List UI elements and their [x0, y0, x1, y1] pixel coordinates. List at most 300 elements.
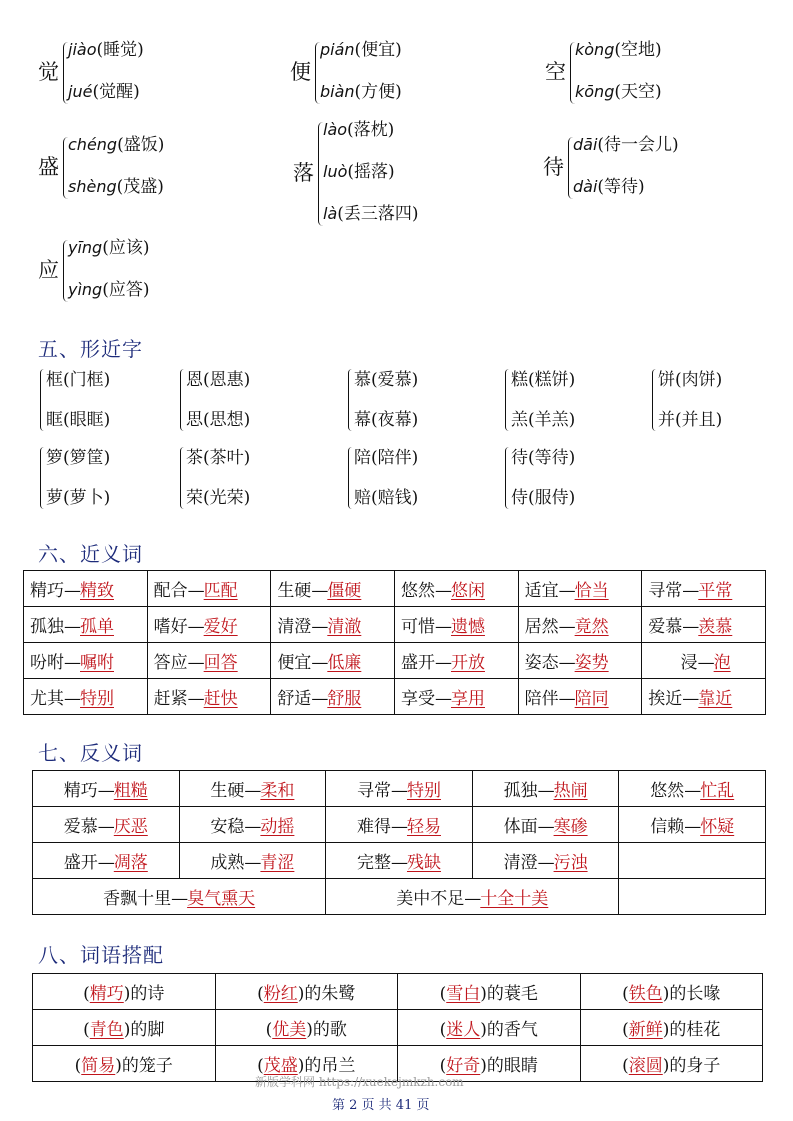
polyphone-reading: [68, 84, 140, 101]
close-paren: ): [297, 1056, 305, 1076]
word-pair-cell: [271, 571, 395, 607]
pinyin: pián: [320, 40, 355, 59]
similar-char-pair: [348, 366, 458, 434]
example-word: (空地): [614, 40, 662, 60]
base-word: 答应: [153, 653, 188, 673]
brace: [652, 369, 656, 431]
polyphone-reading: [68, 42, 144, 59]
example-word: (茂盛): [116, 177, 164, 197]
pinyin: lào: [323, 120, 348, 139]
polyphone-reading: [68, 179, 164, 196]
open-paren: (: [622, 984, 629, 1004]
open-paren: (: [439, 1020, 447, 1040]
dash: —: [558, 689, 575, 709]
noun-phrase: 的脚: [130, 1020, 165, 1040]
answer-word: 特别: [406, 781, 441, 801]
answer-word: 靠近: [698, 689, 733, 709]
similar-char-word: 恩(恩惠): [186, 370, 251, 390]
open-paren: (: [83, 984, 90, 1004]
pinyin: jué: [68, 82, 93, 101]
answer-word: 青色: [89, 1020, 124, 1040]
similar-char-word: 糕(糕饼): [511, 370, 576, 390]
open-paren: (: [622, 1020, 629, 1040]
answer-word: 享用: [450, 689, 485, 709]
base-word: 成熟: [210, 853, 245, 873]
brace: [505, 447, 509, 509]
base-word: 精巧: [63, 781, 98, 801]
table-row: [24, 571, 766, 607]
brace: [40, 447, 44, 509]
noun-phrase: 的身子: [669, 1056, 721, 1076]
noun-phrase: 的香气: [486, 1020, 538, 1040]
polyphone-reading: [68, 240, 149, 257]
example-word: (觉醒): [92, 82, 140, 102]
similar-char-pair: [40, 444, 150, 512]
answer-word: 平常: [698, 581, 733, 601]
noun-phrase: 的歌: [312, 1020, 347, 1040]
collocation-cell: [33, 974, 216, 1010]
word-pair-cell: [33, 843, 180, 879]
dash: —: [558, 653, 575, 673]
similar-char-pair: [505, 444, 615, 512]
polyphone-char: 觉: [38, 60, 59, 84]
example-word: (落枕): [347, 120, 395, 140]
dash: —: [390, 817, 407, 837]
dash: —: [434, 581, 451, 601]
section-heading-collocations: 八、词语搭配: [38, 943, 164, 967]
base-word: 吩咐: [30, 653, 64, 673]
open-paren: (: [83, 1020, 90, 1040]
answer-word: 粉红: [263, 984, 298, 1004]
brace: [505, 369, 509, 431]
answer-word: 匹配: [203, 581, 238, 601]
pinyin: shèng: [68, 177, 117, 196]
brace: [348, 369, 352, 431]
antonyms-table: [32, 770, 766, 915]
answer-word: 低廉: [327, 653, 362, 673]
table-row: [33, 843, 766, 879]
dash: —: [244, 853, 261, 873]
word-pair-cell: [179, 807, 326, 843]
answer-word: 轻易: [406, 817, 441, 837]
answer-word: 怀疑: [700, 817, 735, 837]
dash: —: [434, 689, 451, 709]
open-paren: (: [439, 984, 447, 1004]
answer-word: 姿势: [574, 653, 609, 673]
word-pair-cell: [271, 643, 395, 679]
table-row: [33, 807, 766, 843]
section-heading-synonyms: 六、近义词: [38, 542, 143, 566]
collocation-cell: [215, 1010, 398, 1046]
answer-word: 十全十美: [480, 889, 549, 909]
dash: —: [537, 781, 554, 801]
dash: —: [684, 817, 701, 837]
close-paren: ): [115, 1056, 122, 1076]
word-pair-cell: [326, 807, 473, 843]
word-pair-cell: [518, 571, 642, 607]
word-pair-cell: [642, 679, 766, 715]
word-pair-cell: [24, 643, 148, 679]
pinyin: kōng: [575, 82, 615, 101]
polyphone-char: 应: [38, 258, 59, 282]
noun-phrase: 的诗: [130, 984, 165, 1004]
base-word: 嗜好: [153, 617, 188, 637]
table-row: [24, 607, 766, 643]
word-pair-cell: [472, 807, 619, 843]
close-paren: ): [306, 1020, 313, 1040]
noun-phrase: 的朱鹭: [304, 984, 356, 1004]
word-pair-cell: [394, 571, 518, 607]
answer-word: 竟然: [574, 617, 609, 637]
answer-word: 粗糙: [113, 781, 148, 801]
dash: —: [390, 853, 407, 873]
dash: —: [244, 817, 261, 837]
table-row: [33, 1010, 763, 1046]
word-pair-cell: [394, 643, 518, 679]
answer-word: 羡慕: [698, 617, 733, 637]
table-row: [33, 974, 763, 1010]
example-word: (丢三落四): [337, 204, 419, 224]
polyphone-char: 空: [545, 60, 566, 84]
word-pair-cell: [33, 879, 326, 915]
dash: —: [171, 889, 188, 909]
base-word: 尤其: [30, 689, 64, 709]
open-paren: (: [439, 1056, 447, 1076]
brace: [40, 369, 44, 431]
answer-word: 悠闲: [450, 581, 485, 601]
similar-char-pair: [180, 366, 290, 434]
dash: —: [464, 889, 481, 909]
word-pair-cell: [326, 771, 473, 807]
empty-cell: [619, 843, 766, 879]
similar-char-pair: [505, 366, 615, 434]
open-paren: (: [265, 1020, 273, 1040]
word-pair-cell: [642, 571, 766, 607]
polyphone-reading: [323, 122, 394, 139]
answer-word: 陪同: [574, 689, 609, 709]
base-word: 适宜: [524, 581, 559, 601]
example-word: (天空): [614, 82, 662, 102]
page-number: 第 2 页 共 41 页: [332, 1098, 430, 1113]
word-pair-cell: [472, 771, 619, 807]
table-row: [24, 643, 766, 679]
answer-word: 动摇: [260, 817, 295, 837]
base-word: 爱慕: [648, 617, 683, 637]
dash: —: [537, 817, 554, 837]
collocation-cell: [398, 1010, 581, 1046]
base-word: 悠然: [400, 581, 435, 601]
base-word: 生硬: [277, 581, 312, 601]
answer-word: 铁色: [628, 984, 663, 1004]
close-paren: ): [297, 984, 305, 1004]
collocation-cell: [580, 974, 763, 1010]
dash: —: [187, 617, 204, 637]
answer-word: 厌恶: [113, 817, 148, 837]
polyphone-reading: [68, 137, 164, 154]
similar-char-word: 饼(肉饼): [658, 370, 723, 390]
word-pair-cell: [147, 643, 271, 679]
similar-char-word: 赔(赔钱): [354, 488, 419, 508]
brace: [180, 447, 184, 509]
answer-word: 赶快: [203, 689, 238, 709]
answer-word: 泡: [713, 653, 731, 673]
pinyin: chéng: [68, 135, 118, 154]
polyphone-reading: [323, 206, 419, 223]
answer-word: 青涩: [260, 853, 295, 873]
pinyin: dāi: [573, 135, 598, 154]
word-pair-cell: [619, 807, 766, 843]
word-pair-cell: [642, 643, 766, 679]
base-word: 陪伴: [524, 689, 559, 709]
answer-word: 雪白: [446, 984, 481, 1004]
table-row: [24, 679, 766, 715]
collocation-cell: [398, 974, 581, 1010]
base-word: 清澄: [277, 617, 312, 637]
answer-word: 寒碜: [553, 817, 588, 837]
similar-char-word: 眶(眼眶): [46, 410, 111, 430]
similar-char-word: 待(等待): [511, 448, 576, 468]
dash: —: [187, 689, 204, 709]
base-word: 可惜: [400, 617, 435, 637]
similar-char-pair: [652, 366, 762, 434]
dash: —: [558, 617, 575, 637]
word-pair-cell: [518, 643, 642, 679]
word-pair-cell: [33, 771, 180, 807]
answer-word: 臭气熏天: [187, 889, 256, 909]
base-word: 完整: [356, 853, 391, 873]
dash: —: [64, 689, 80, 709]
similar-char-word: 思(思想): [186, 410, 251, 430]
similar-char-pair: [180, 444, 290, 512]
collocation-cell: [215, 974, 398, 1010]
word-pair-cell: [24, 571, 148, 607]
pinyin: luò: [323, 162, 348, 181]
answer-word: 忙乱: [700, 781, 735, 801]
answer-word: 僵硬: [327, 581, 362, 601]
dash: —: [558, 581, 575, 601]
word-pair-cell: [147, 607, 271, 643]
noun-phrase: 的笼子: [121, 1056, 173, 1076]
pinyin: là: [323, 204, 338, 223]
word-pair-cell: [394, 679, 518, 715]
word-pair-cell: [271, 607, 395, 643]
base-word: 配合: [153, 581, 188, 601]
dash: —: [311, 581, 328, 601]
example-word: (摇落): [347, 162, 395, 182]
base-word: 舒适: [277, 689, 312, 709]
answer-word: 回答: [203, 653, 238, 673]
close-paren: ): [480, 984, 487, 1004]
base-word: 盛开: [63, 853, 98, 873]
open-paren: (: [257, 1056, 264, 1076]
dash: —: [97, 817, 114, 837]
noun-phrase: 的长喙: [669, 984, 721, 1004]
base-word: 寻常: [356, 781, 391, 801]
brace: [180, 369, 184, 431]
dash: —: [434, 653, 451, 673]
answer-word: 遗憾: [450, 617, 485, 637]
pinyin: jiào: [68, 40, 97, 59]
answer-word: 茂盛: [263, 1056, 298, 1076]
similar-char-word: 陪(陪伴): [354, 448, 419, 468]
word-pair-cell: [147, 679, 271, 715]
answer-word: 柔和: [260, 781, 295, 801]
table-row: [33, 771, 766, 807]
dash: —: [311, 689, 328, 709]
brace: [348, 447, 352, 509]
word-pair-cell: [326, 843, 473, 879]
word-pair-cell: [24, 607, 148, 643]
answer-word: 精致: [80, 581, 114, 601]
close-paren: ): [123, 1020, 131, 1040]
answer-word: 好奇: [446, 1056, 481, 1076]
polyphone-char: 便: [290, 60, 311, 84]
word-pair-cell: [394, 607, 518, 643]
similar-char-pair: [40, 366, 150, 434]
similar-char-word: 慕(爱慕): [354, 370, 419, 390]
close-paren: ): [480, 1056, 487, 1076]
base-word: 便宜: [277, 653, 312, 673]
synonyms-table: [23, 570, 766, 715]
close-paren: ): [662, 1020, 670, 1040]
base-word: 浸: [680, 653, 698, 673]
word-pair-cell: [642, 607, 766, 643]
dash: —: [64, 653, 80, 673]
similar-char-word: 侍(服侍): [511, 488, 576, 508]
answer-word: 精巧: [89, 984, 124, 1004]
dash: —: [434, 617, 451, 637]
answer-word: 滚圆: [628, 1056, 663, 1076]
base-word: 清澄: [503, 853, 538, 873]
polyphone-reading: [573, 179, 645, 196]
base-word: 难得: [356, 817, 391, 837]
example-word: (盛饭): [117, 135, 165, 155]
dash: —: [187, 653, 204, 673]
answer-word: 简易: [81, 1056, 116, 1076]
similar-char-word: 框(门框): [46, 370, 111, 390]
similar-char-word: 羔(羊羔): [511, 410, 576, 430]
noun-phrase: 的吊兰: [304, 1056, 356, 1076]
base-word: 信赖: [650, 817, 685, 837]
dash: —: [187, 581, 204, 601]
collocation-cell: [580, 1046, 763, 1082]
table-row: [33, 879, 766, 915]
polyphone-char: 待: [543, 155, 564, 179]
similar-char-word: 萝(萝卜): [46, 488, 111, 508]
example-word: (应该): [102, 238, 150, 258]
base-word: 悠然: [650, 781, 685, 801]
base-word: 姿态: [524, 653, 559, 673]
answer-word: 残缺: [406, 853, 441, 873]
pinyin: kòng: [575, 40, 615, 59]
answer-word: 凋落: [113, 853, 148, 873]
answer-word: 特别: [80, 689, 114, 709]
base-word: 安稳: [210, 817, 245, 837]
polyphone-char: 落: [293, 161, 314, 185]
dash: —: [64, 617, 80, 637]
base-word: 居然: [524, 617, 559, 637]
word-pair-cell: [472, 843, 619, 879]
pinyin: yīng: [68, 238, 103, 257]
answer-word: 爱好: [203, 617, 238, 637]
close-paren: ): [480, 1020, 487, 1040]
example-word: (等待): [597, 177, 645, 197]
pinyin: dài: [573, 177, 598, 196]
word-pair-cell: [179, 843, 326, 879]
similar-char-word: 箩(箩筐): [46, 448, 111, 468]
close-paren: ): [123, 984, 131, 1004]
answer-word: 新鲜: [628, 1020, 663, 1040]
similar-char-word: 荣(光荣): [186, 488, 251, 508]
dash: —: [682, 689, 699, 709]
pinyin: biàn: [320, 82, 355, 101]
section-heading-similar-chars: 五、形近字: [38, 337, 143, 361]
answer-word: 开放: [450, 653, 485, 673]
word-pair-cell: [24, 679, 148, 715]
dash: —: [244, 781, 261, 801]
collocation-cell: [580, 1010, 763, 1046]
dash: —: [97, 853, 114, 873]
word-pair-cell: [147, 571, 271, 607]
example-word: (待一会儿): [597, 135, 679, 155]
section-heading-antonyms: 七、反义词: [38, 741, 143, 765]
similar-char-word: 茶(茶叶): [186, 448, 251, 468]
dash: —: [311, 653, 328, 673]
base-word: 寻常: [648, 581, 683, 601]
pinyin: yìng: [68, 280, 103, 299]
answer-word: 热闹: [553, 781, 588, 801]
dash: —: [97, 781, 114, 801]
collocation-cell: [33, 1010, 216, 1046]
noun-phrase: 的桂花: [669, 1020, 721, 1040]
example-word: (应答): [102, 280, 150, 300]
word-pair-cell: [518, 679, 642, 715]
empty-cell: [619, 879, 766, 915]
close-paren: ): [662, 984, 670, 1004]
base-word: 赶紧: [153, 689, 188, 709]
word-pair-cell: [271, 679, 395, 715]
word-pair-cell: [33, 807, 180, 843]
base-word: 美中不足: [396, 889, 465, 909]
word-pair-cell: [179, 771, 326, 807]
base-word: 享受: [400, 689, 435, 709]
dash: —: [311, 617, 328, 637]
collocation-cell: [33, 1046, 216, 1082]
answer-word: 孤单: [80, 617, 114, 637]
example-word: (方便): [354, 82, 402, 102]
polyphone-reading: [575, 42, 662, 59]
similar-char-word: 并(并且): [658, 410, 723, 430]
polyphone-reading: [323, 164, 395, 181]
word-pair-cell: [326, 879, 619, 915]
collocations-table: [32, 973, 763, 1082]
dash: —: [64, 581, 80, 601]
base-word: 体面: [503, 817, 538, 837]
base-word: 孤独: [503, 781, 538, 801]
polyphone-char: 盛: [38, 155, 59, 179]
polyphone-reading: [575, 84, 662, 101]
close-paren: ): [662, 1056, 670, 1076]
similar-char-pair: [348, 444, 458, 512]
base-word: 香飘十里: [103, 889, 172, 909]
word-pair-cell: [518, 607, 642, 643]
noun-phrase: 的眼睛: [486, 1056, 538, 1076]
dash: —: [537, 853, 554, 873]
open-paren: (: [257, 984, 264, 1004]
polyphone-reading: [573, 137, 679, 154]
answer-word: 舒服: [327, 689, 362, 709]
answer-word: 迷人: [446, 1020, 481, 1040]
